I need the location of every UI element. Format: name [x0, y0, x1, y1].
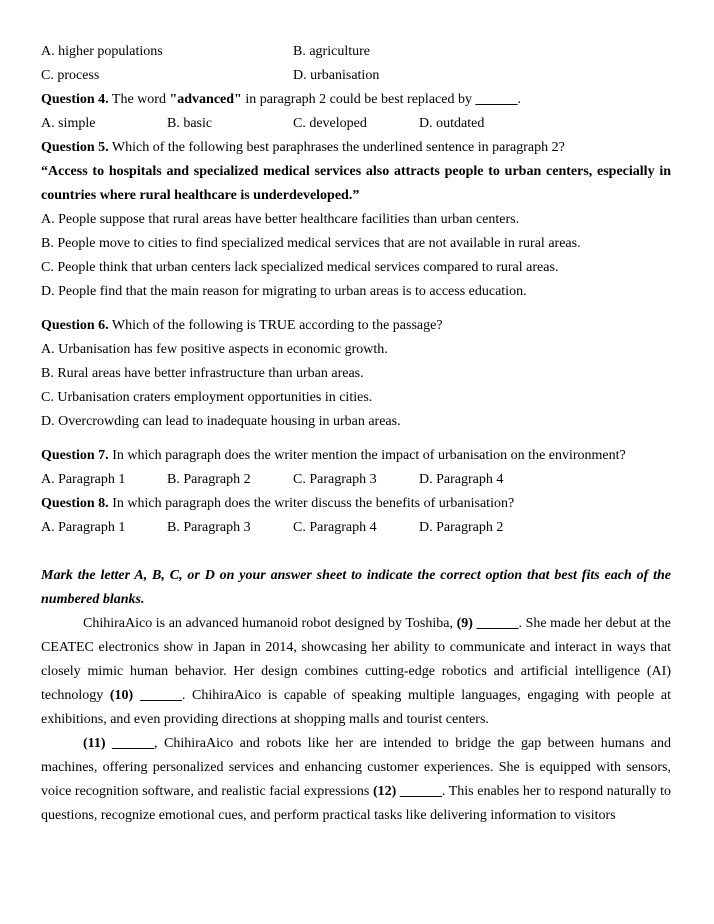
question-6	[41, 314, 671, 338]
q8-option-c: C. Paragraph 4	[293, 520, 377, 535]
question-4-text-before: The word	[108, 92, 170, 107]
p1-text-2: . She made her debut at the CEATEC electronics show in Japan in 2014, showcasing her ability to communicate and interact in ways that closely mimic human behavior. Her design combines cutting-edge robotics and artificial intelligence (AI) technology	[41, 616, 671, 703]
question-7-label: Question 7.	[41, 448, 109, 463]
q7-option-c: C. Paragraph 3	[293, 472, 377, 487]
blank-10-number: (10)	[109, 688, 134, 703]
question-4	[41, 88, 671, 112]
q6-option-b: B. Rural areas have better infrastructure than urban areas.	[41, 366, 364, 381]
blank-12-number: (12)	[372, 784, 397, 799]
blank-12: ______	[399, 784, 442, 799]
q4-option-d: D. outdated	[419, 116, 485, 131]
p1-text-3: . ChihiraAico is capable of speaking multiple languages, engaging with people at exhibitions, and even providing directions at shopping malls and tourist centers.	[41, 688, 671, 727]
question-8-text: In which paragraph does the writer discuss the benefits of urbanisation?	[108, 496, 515, 511]
question-4-label: Question 4.	[41, 92, 109, 107]
q4-options	[41, 112, 671, 136]
q6-option-a: A. Urbanisation has few positive aspects in economic growth.	[41, 342, 388, 357]
q4-option-a: A. simple	[41, 116, 96, 131]
spacer	[41, 434, 671, 444]
question-5-text: Which of the following best paraphrases the underlined sentence in paragraph 2?	[108, 140, 565, 155]
document-page	[41, 40, 671, 828]
q7-option-a: A. Paragraph 1	[41, 472, 126, 487]
q3-options-row-2	[41, 64, 671, 88]
blank-9: ______	[476, 616, 519, 631]
question-8	[41, 492, 671, 516]
blank-11-number: (11)	[83, 736, 106, 751]
q3-option-b: B. agriculture	[293, 44, 370, 59]
q8-options	[41, 516, 671, 540]
q5-option-a: A. People suppose that rural areas have better healthcare facilities than urban centers.	[41, 212, 520, 227]
q6-option-c: C. Urbanisation craters employment opportunities in cities.	[41, 390, 373, 405]
blank-10: ______	[139, 688, 182, 703]
q3-options-row-1	[41, 40, 671, 64]
q4-option-c: C. developed	[293, 116, 367, 131]
blank-9-number: (9)	[456, 616, 473, 631]
passage-paragraph-1	[41, 612, 671, 732]
question-7-text: In which paragraph does the writer mention the impact of urbanisation on the environment?	[108, 448, 626, 463]
question-5	[41, 136, 671, 160]
question-5-label: Question 5.	[41, 140, 109, 155]
q7-option-b: B. Paragraph 2	[167, 472, 251, 487]
blank-11: ______	[112, 736, 155, 751]
p2-text-2: . This enables her to respond naturally to questions, recognize emotional cues, and perform practical tasks like delivering information to visitors	[41, 784, 671, 823]
p2-text-1: , ChihiraAico and robots like her are intended to bridge the gap between humans and machines, offering personalized services and enhancing customer experiences. She is equipped with sensors, voice recognition software, and realistic facial expressions	[41, 736, 672, 799]
question-4-end: .	[517, 92, 521, 107]
q7-options	[41, 468, 671, 492]
q7-option-d: D. Paragraph 4	[419, 472, 504, 487]
question-7	[41, 444, 671, 468]
q6-option-d: D. Overcrowding can lead to inadequate housing in urban areas.	[41, 414, 401, 429]
spacer	[41, 304, 671, 314]
question-6-label: Question 6.	[41, 318, 109, 333]
question-4-blank: ______	[475, 92, 518, 107]
section-instruction: Mark the letter A, B, C, or D on your answer sheet to indicate the correct option that best fits each of the numbered blanks.	[41, 568, 671, 607]
question-4-text-after: in paragraph 2 could be best replaced by	[241, 92, 476, 107]
q8-option-b: B. Paragraph 3	[167, 520, 251, 535]
question-5-quote: “Access to hospitals and specialized medical services also attracts people to urban centers, especially in countries where rural healthcare is underdeveloped.”	[41, 164, 671, 203]
passage-paragraph-2	[41, 732, 671, 828]
question-6-text: Which of the following is TRUE according to the passage?	[108, 318, 443, 333]
q3-option-a: A. higher populations	[41, 44, 163, 59]
spacer	[41, 540, 671, 564]
q5-option-c: C. People think that urban centers lack specialized medical services compared to rural areas.	[41, 260, 559, 275]
question-4-keyword: "advanced"	[169, 92, 242, 107]
q4-option-b: B. basic	[167, 116, 213, 131]
q8-option-d: D. Paragraph 2	[419, 520, 504, 535]
question-8-label: Question 8.	[41, 496, 109, 511]
q8-option-a: A. Paragraph 1	[41, 520, 126, 535]
q3-option-d: D. urbanisation	[293, 68, 380, 83]
q3-option-c: C. process	[41, 68, 100, 83]
p1-text-1: ChihiraAico is an advanced humanoid robot designed by Toshiba,	[83, 616, 457, 631]
q5-option-b: B. People move to cities to find specialized medical services that are not available in rural areas.	[41, 236, 581, 251]
q5-option-d: D. People find that the main reason for migrating to urban areas is to access education.	[41, 284, 527, 299]
